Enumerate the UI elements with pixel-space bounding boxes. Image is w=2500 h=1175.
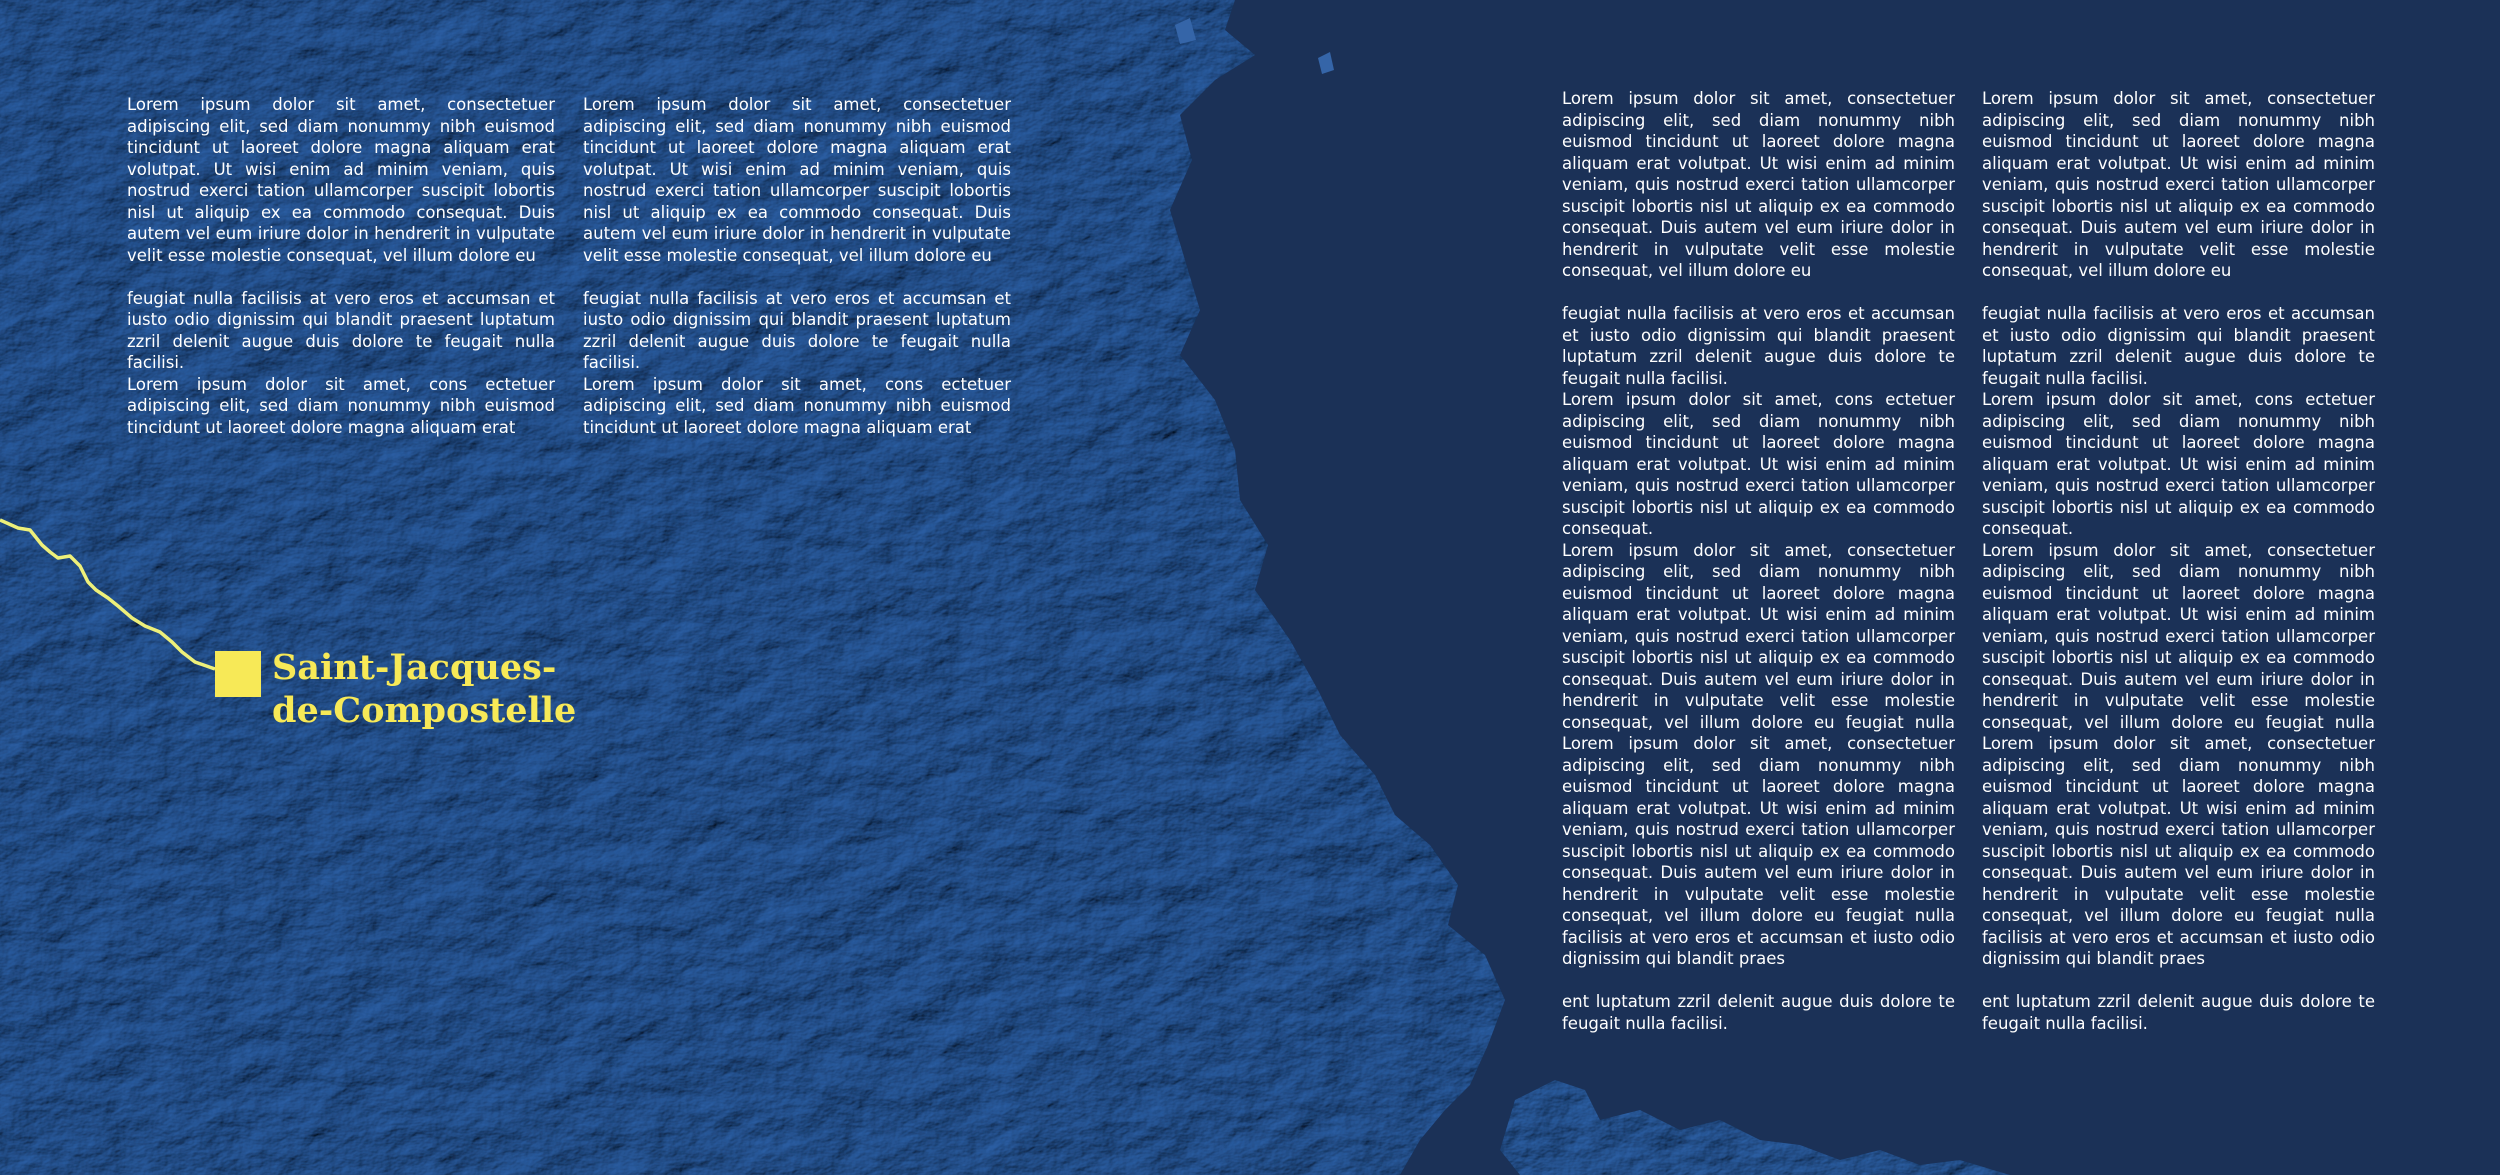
city-label — [272, 646, 576, 732]
paragraph: feugiat nulla facilisis at vero eros et accumsan et iusto odio dignissim qui blandit praesent luptatum zzril delenit augue duis dolore te feugait nulla facilisi. — [1562, 304, 1955, 388]
paragraph: feugiat nulla facilisis at vero eros et accumsan et iusto odio dignissim qui blandit praesent luptatum zzril delenit augue duis dolore te feugait nulla facilisi. — [127, 288, 555, 372]
paragraph: Lorem ipsum dolor sit amet, consectetuer adipiscing elit, sed diam nonummy nibh euismod tincidunt ut laoreet dolore magna aliquam erat volutpat. Ut wisi enim ad minim veniam, quis nostrud exerci tation ullamcorper suscipit lobortis nisl ut aliquip ex ea commodo consequat. Duis autem vel eum iriure dolor in hendrerit in vulputate velit esse molestie consequat, vel illum dolore eu — [1982, 89, 2375, 280]
paragraph: Lorem ipsum dolor sit amet, consectetuer adipiscing elit, sed diam nonummy nibh euismod tincidunt ut laoreet dolore magna aliquam erat volutpat. Ut wisi enim ad minim veniam, quis nostrud exerci tation ullamcorper suscipit lobortis nisl ut aliquip ex ea commodo consequat. Duis autem vel eum iriure dolor in hendrerit in vulputate velit esse molestie consequat, vel illum dolore eu feugiat nulla Lorem ipsum dolor sit amet, consectetuer adipiscing elit, sed diam nonummy nibh euismod tincidunt ut laoreet dolore magna aliquam erat volutpat. Ut wisi enim ad minim veniam, quis nostrud exerci tation ullamcorper suscipit lobortis nisl ut aliquip ex ea commodo consequat. Duis autem vel eum iriure dolor in hendrerit in vulputate velit esse molestie consequat, vel illum dolore eu feugiat nulla facilisis at vero eros et accumsan et iusto odio dignissim qui blandit praes — [1562, 540, 1955, 968]
city-label-line-2: de-Compostelle — [272, 690, 577, 731]
paragraph: feugiat nulla facilisis at vero eros et accumsan et iusto odio dignissim qui blandit praesent luptatum zzril delenit augue duis dolore te feugait nulla facilisi. — [1982, 304, 2375, 388]
text-column-3 — [1562, 88, 1955, 1034]
paragraph: Lorem ipsum dolor sit amet, consectetuer adipiscing elit, sed diam nonummy nibh euismod tincidunt ut laoreet dolore magna aliquam erat volutpat. Ut wisi enim ad minim veniam, quis nostrud exerci tation ullamcorper suscipit lobortis nisl ut aliquip ex ea commodo consequat. Duis autem vel eum iriure dolor in hendrerit in vulputate velit esse molestie consequat, vel illum dolore eu — [1562, 89, 1955, 280]
city-marker — [215, 651, 261, 697]
paragraph: Lorem ipsum dolor sit amet, consectetuer adipiscing elit, sed diam nonummy nibh euismod tincidunt ut laoreet dolore magna aliquam erat volutpat. Ut wisi enim ad minim veniam, quis nostrud exerci tation ullamcorper suscipit lobortis nisl ut aliquip ex ea commodo consequat. Duis autem vel eum iriure dolor in hendrerit in vulputate velit esse molestie consequat, vel illum dolore eu — [583, 95, 1011, 265]
paragraph: Lorem ipsum dolor sit amet, cons ectetuer adipiscing elit, sed diam nonummy nibh euismod tincidunt ut laoreet dolore magna aliquam erat volutpat. Ut wisi enim ad minim veniam, quis nostrud exerci tation ullamcorper suscipit lobortis nisl ut aliquip ex ea commodo consequat. — [1562, 390, 1955, 538]
text-column-1 — [127, 94, 555, 438]
paragraph: Lorem ipsum dolor sit amet, cons ectetuer adipiscing elit, sed diam nonummy nibh euismod tincidunt ut laoreet dolore magna aliquam erat — [127, 374, 555, 437]
paragraph: Lorem ipsum dolor sit amet, consectetuer adipiscing elit, sed diam nonummy nibh euismod tincidunt ut laoreet dolore magna aliquam erat volutpat. Ut wisi enim ad minim veniam, quis nostrud exerci tation ullamcorper suscipit lobortis nisl ut aliquip ex ea commodo consequat. Duis autem vel eum iriure dolor in hendrerit in vulputate velit esse molestie consequat, vel illum dolore eu — [127, 95, 555, 265]
paragraph: ent luptatum zzril delenit augue duis dolore te feugait nulla facilisi. — [1562, 992, 1955, 1033]
city-label-line-1: Saint-Jacques- — [272, 647, 557, 688]
paragraph: Lorem ipsum dolor sit amet, cons ectetuer adipiscing elit, sed diam nonummy nibh euismod tincidunt ut laoreet dolore magna aliquam erat volutpat. Ut wisi enim ad minim veniam, quis nostrud exerci tation ullamcorper suscipit lobortis nisl ut aliquip ex ea commodo consequat. — [1982, 390, 2375, 538]
text-column-2 — [583, 94, 1011, 438]
paragraph: feugiat nulla facilisis at vero eros et accumsan et iusto odio dignissim qui blandit praesent luptatum zzril delenit augue duis dolore te feugait nulla facilisi. — [583, 288, 1011, 372]
paragraph: Lorem ipsum dolor sit amet, cons ectetuer adipiscing elit, sed diam nonummy nibh euismod tincidunt ut laoreet dolore magna aliquam erat — [583, 374, 1011, 437]
text-column-4 — [1982, 88, 2375, 1034]
paragraph: Lorem ipsum dolor sit amet, consectetuer adipiscing elit, sed diam nonummy nibh euismod tincidunt ut laoreet dolore magna aliquam erat volutpat. Ut wisi enim ad minim veniam, quis nostrud exerci tation ullamcorper suscipit lobortis nisl ut aliquip ex ea commodo consequat. Duis autem vel eum iriure dolor in hendrerit in vulputate velit esse molestie consequat, vel illum dolore eu feugiat nulla Lorem ipsum dolor sit amet, consectetuer adipiscing elit, sed diam nonummy nibh euismod tincidunt ut laoreet dolore magna aliquam erat volutpat. Ut wisi enim ad minim veniam, quis nostrud exerci tation ullamcorper suscipit lobortis nisl ut aliquip ex ea commodo consequat. Duis autem vel eum iriure dolor in hendrerit in vulputate velit esse molestie consequat, vel illum dolore eu feugiat nulla facilisis at vero eros et accumsan et iusto odio dignissim qui blandit praes — [1982, 540, 2375, 968]
paragraph: ent luptatum zzril delenit augue duis dolore te feugait nulla facilisi. — [1982, 992, 2375, 1033]
